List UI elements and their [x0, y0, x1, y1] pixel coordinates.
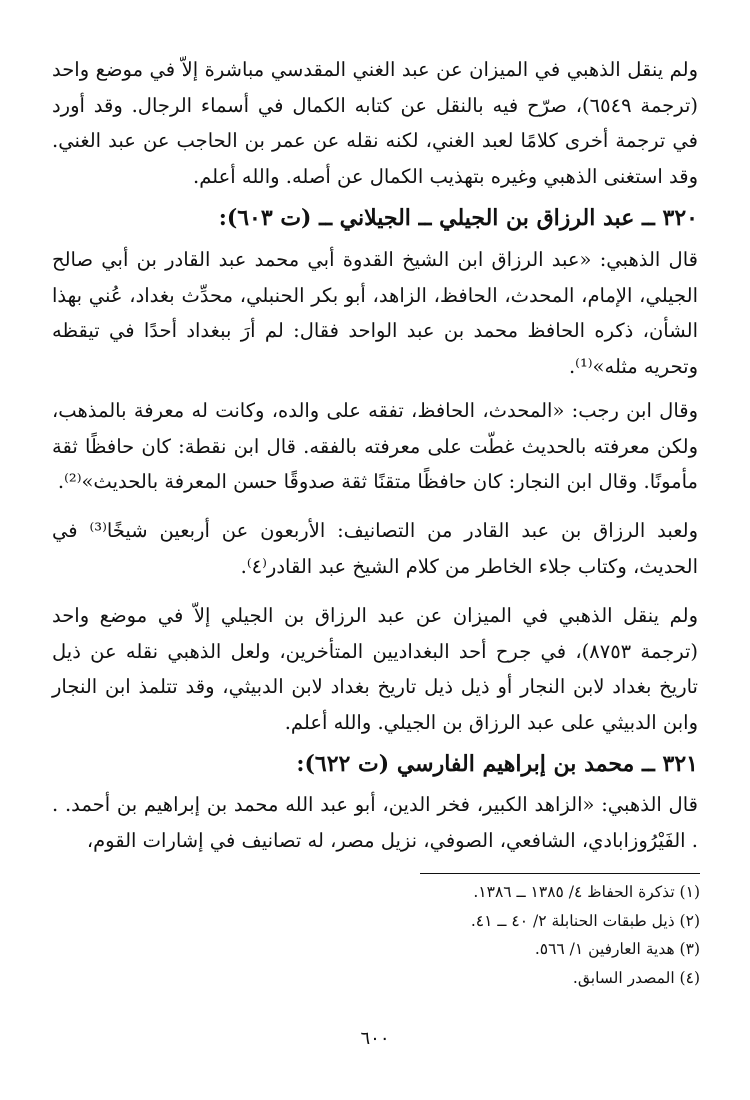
paragraph-farisi: قال الذهبي: «الزاهد الكبير، فخر الدين، أبو عبد الله محمد بن إبراهيم بن أحمد. . . الفَيْرُوزابادي، الشافعي، الصوفي، نزيل مصر، له تصانيف في إشارات القوم،: [52, 793, 698, 852]
footnote: (٣) هدية العارفين ١/ ٥٦٦.: [534, 940, 700, 958]
paragraph-mizan-note: ولم ينقل الذهبي في الميزان عن عبد الرزاق بن الجيلي إلاّ في موضع واحد (ترجمة ٨٧٥٣)، في جرح أحد البغداديين المتأخرين، ولعل الذهبي نقله عن ذيل تاريخ بغداد لابن النجار أو ذيل ذيل تاريخ بغداد لابن الدبيثي، وقد تتلمذ ابن النجار وابن الدبيثي على عبد الرزاق بن الجيلي. والله أعلم.: [52, 604, 698, 734]
footnote: (٢) ذيل طبقات الحنابلة ٢/ ٤٠ ــ ٤١.: [470, 911, 700, 930]
paragraph-dhahabi-quote: قال الذهبي: «عبد الرزاق ابن الشيخ القدوة أبي محمد عبد القادر بن أبي صالح الجيلي، الإمام، المحدث، الحافظ، الزاهد، أبو بكر الحنبلي، محدِّث بغداد، عُني بهذا الشأن، ذكره الحافظ محمد بن عبد الواحد فقال: لم أرَ ببغداد أحدًا في تيقظه وتحريه مثله»⁽¹⁾.: [52, 248, 698, 378]
paragraph-works: ولعبد الرزاق بن عبد القادر من التصانيف: الأربعون عن أربعين شيخًا⁽³⁾ في الحديث، وكتاب جلاء الخاطر من كلام الشيخ عبد القادر⁽٤⁾.: [52, 519, 699, 578]
paragraph-ibn-rajab: وقال ابن رجب: «المحدث، الحافظ، تفقه على والده، وكانت له معرفة بالمذهب، ولكن معرفته بالحديث غطّت على معرفته بالفقه. قال ابن نقطة: كان حافظًا ثقة مأمونًا. وقال ابن النجار: كان حافظًا متقنًا ثقة صدوقًا حسن المعرفة بالحديث»⁽²⁾.: [52, 399, 698, 493]
page-number: ٦٠٠: [360, 1028, 390, 1049]
entry-heading-321: ٣٢١ ــ محمد بن إبراهيم الفارسي (ت ٦٢٢):: [296, 751, 698, 777]
footnote: (٤) المصدر السابق.: [572, 968, 700, 987]
footnote: (١) تذكرة الحفاظ ٤/ ١٣٨٥ ــ ١٣٨٦.: [473, 883, 700, 901]
paragraph-intro: ولم ينقل الذهبي في الميزان عن عبد الغني المقدسي مباشرة إلاّ في موضع واحد (ترجمة ٦٥٤٩)، صرّح فيه بالنقل عن كتابه الكمال في أسماء الرجال. وقد أورد في ترجمة أخرى كلامًا لعبد الغني، لكنه نقله عن عمر بن الحاجب عن عبد الغني. وقد استغنى الذهبي وغيره بتهذيب الكمال عن أصله. والله أعلم.: [52, 58, 698, 188]
footnote-separator: [420, 873, 700, 874]
footnotes: [300, 878, 700, 992]
entry-heading-320: ٣٢٠ ــ عبد الرزاق بن الجيلي ــ الجيلاني ــ (ت ٦٠٣):: [218, 205, 698, 231]
